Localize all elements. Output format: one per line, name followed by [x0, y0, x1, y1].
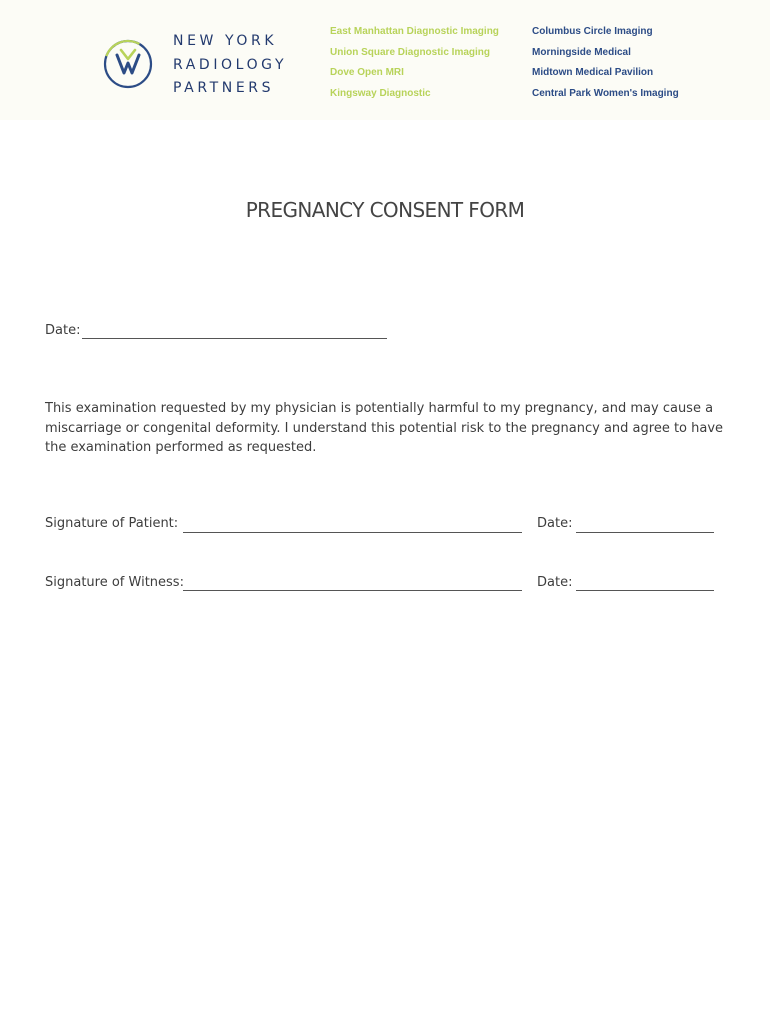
location-item: Kingsway Diagnostic [330, 87, 431, 99]
locations-right [532, 22, 679, 104]
location-item: Midtown Medical Pavilion [532, 67, 654, 79]
location-item: Columbus Circle Imaging [532, 26, 653, 37]
consent-statement: This examination requested by my physician is potentially harmful to my pregnancy, and may cause a miscarriage or congenital deformity. I understand this potential risk to the pregnancy and agree to have the examination performed as requested. [45, 401, 724, 455]
location-item: Dove Open MRI [330, 67, 404, 79]
witness-date-label: Date: [537, 575, 573, 590]
date-field[interactable] [82, 338, 387, 339]
brand-name [173, 30, 287, 101]
patient-date-label: Date: [537, 516, 573, 531]
location-item: Union Square Diagnostic Imaging [330, 46, 491, 58]
patient-date-field[interactable] [576, 532, 714, 533]
locations-left [330, 22, 499, 104]
brand-line-1: NEW YORK [173, 33, 278, 49]
location-item: Central Park Women's Imaging [532, 87, 679, 99]
patient-signature-label: Signature of Patient: [45, 516, 179, 531]
brand-line-2: RADIOLOGY [173, 56, 288, 73]
witness-signature-field[interactable] [183, 590, 522, 591]
location-item: Morningside Medical [532, 46, 631, 58]
location-item: East Manhattan Diagnostic Imaging [330, 26, 499, 37]
patient-signature-field[interactable] [183, 532, 522, 533]
brand-line-3: PARTNERS [173, 80, 275, 96]
date-label: Date: [45, 323, 81, 338]
witness-date-field[interactable] [576, 590, 714, 591]
witness-signature-label: Signature of Witness: [45, 575, 184, 590]
form-title: PREGNANCY CONSENT FORM [245, 198, 525, 222]
nyrp-logo-icon [102, 38, 154, 90]
